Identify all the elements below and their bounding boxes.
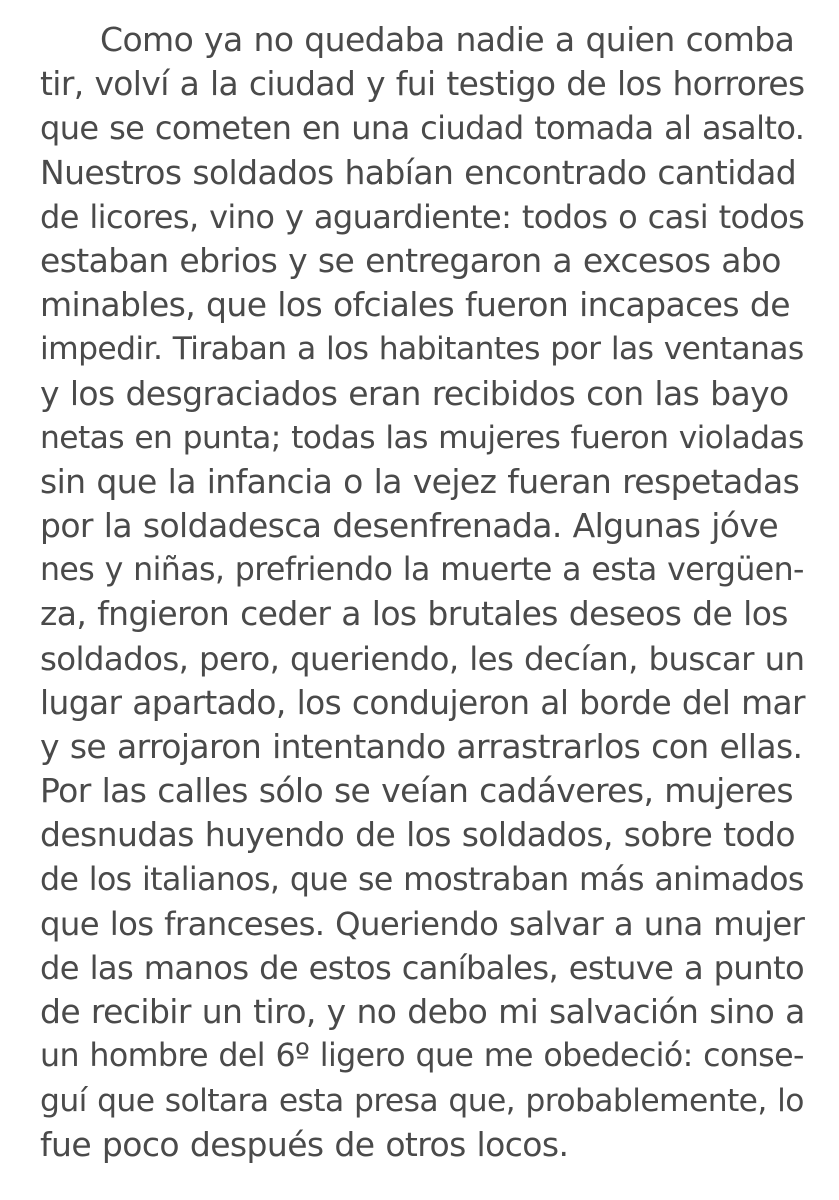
text-line: impedir. Tiraban a los habitantes por las ventanas <box>40 331 804 368</box>
text-line: de las manos de estos caníbales, estuve a punto <box>40 948 805 987</box>
text-line: por la soldadesca desenfrenada. Algunas jóve <box>40 506 779 546</box>
text-line: que los franceses. Queriendo salvar a una mujer <box>40 904 805 943</box>
text-line: y los desgraciados eran recibidos con las bayo <box>40 373 789 413</box>
text-line: desnudas huyendo de los soldados, sobre todo <box>40 815 795 855</box>
text-line: lugar apartado, los condujeron al borde del mar <box>40 683 805 722</box>
text-line: nes y niñas, prefriendo la muerte a esta vergüen- <box>40 552 804 589</box>
text-line: sin que la infancia o la vejez fueran respetadas <box>40 461 800 501</box>
text-line: za, fngieron ceder a los brutales deseos de los <box>40 594 788 634</box>
text-line: de licores, vino y aguardiente: todos o casi todos <box>40 197 805 236</box>
text-line: y se arrojaron intentando arrastrarlos con ellas. <box>40 727 803 766</box>
text-line: de los italianos, que se mostraban más animados <box>40 861 804 898</box>
text-line: fue poco después de otros locos. <box>40 1124 569 1164</box>
text-line: estaban ebrios y se entregaron a excesos abo <box>40 240 781 280</box>
text-line: guí que soltara esta presa que, probablemente, lo <box>40 1082 804 1119</box>
text-line: que se cometen en una ciudad tomada al asalto. <box>40 109 805 148</box>
text-line: de recibir un tiro, y no debo mi salvación sino a <box>40 992 805 1032</box>
text-line: minables, que los ofciales fueron incapaces de <box>40 285 790 325</box>
text-line: tir, volví a la ciudad y fui testigo de los horrores <box>40 64 805 104</box>
text-line: Como ya no quedaba nadie a quien comba <box>100 20 795 59</box>
body-paragraph <box>40 18 805 1167</box>
text-line: soldados, pero, queriendo, les decían, buscar un <box>40 639 805 678</box>
text-line: netas en punta; todas las mujeres fueron violadas <box>40 419 804 456</box>
text-line: un hombre del 6º ligero que me obedeció: conse- <box>40 1038 804 1075</box>
text-line: Por las calles sólo se veían cadáveres, mujeres <box>40 771 793 811</box>
text-line: Nuestros soldados habían encontrado cantidad <box>40 152 797 192</box>
